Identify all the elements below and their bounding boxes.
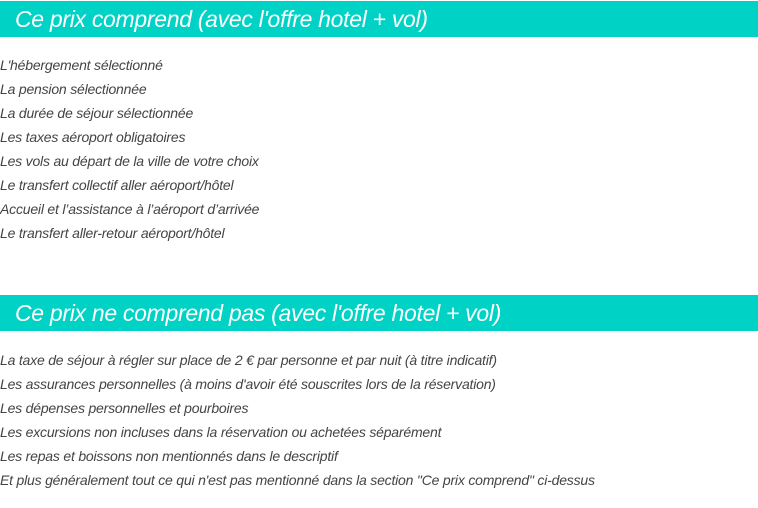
list-item: La pension sélectionnée <box>0 81 147 97</box>
list-item: La taxe de séjour à régler sur place de 2 € par personne et par nuit (à titre indicatif) <box>0 352 497 368</box>
price-includes-heading: Ce prix comprend (avec l'offre hotel + vol) <box>0 1 758 37</box>
list-item: Les taxes aéroport obligatoires <box>0 129 186 145</box>
price-includes-list <box>0 53 758 245</box>
price-excludes-heading: Ce prix ne comprend pas (avec l'offre hotel + vol) <box>0 295 758 331</box>
list-item: Le transfert aller-retour aéroport/hôtel <box>0 225 225 241</box>
list-item: Les vols au départ de la ville de votre choix <box>0 153 259 169</box>
list-item: Le transfert collectif aller aéroport/hôtel <box>0 177 234 193</box>
list-item: Et plus généralement tout ce qui n'est pas mentionné dans la section "Ce prix comprend" ci-dessus <box>0 472 595 488</box>
list-item: La durée de séjour sélectionnée <box>0 105 194 121</box>
list-item: Accueil et l’assistance à l’aéroport d’arrivée <box>0 201 260 217</box>
list-item: Les repas et boissons non mentionnés dans le descriptif <box>0 448 338 464</box>
list-item: Les dépenses personnelles et pourboires <box>0 400 249 416</box>
list-item: L'hébergement sélectionné <box>0 57 163 73</box>
list-item: Les excursions non incluses dans la réservation ou achetées séparément <box>0 424 442 440</box>
list-item: Les assurances personnelles (à moins d'avoir été souscrites lors de la réservation) <box>0 376 496 392</box>
price-excludes-list <box>0 348 758 492</box>
